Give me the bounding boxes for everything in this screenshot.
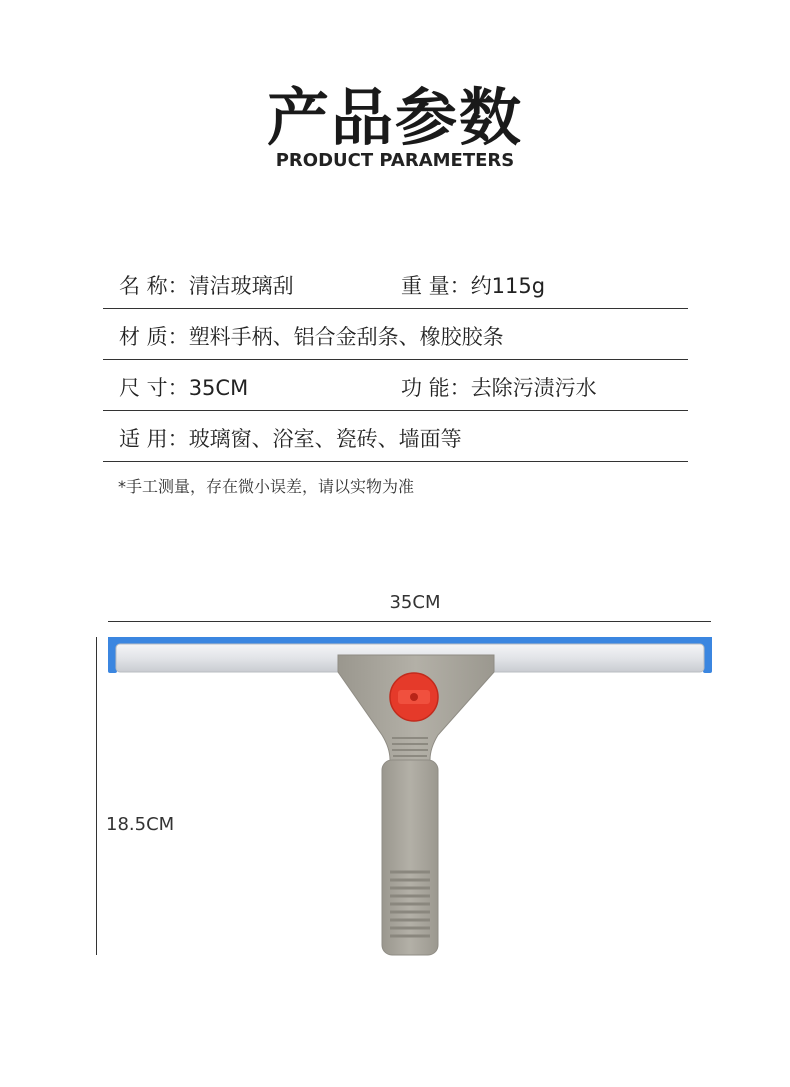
height-dimension-label: 18.5CM bbox=[106, 814, 175, 835]
measurement-note: *手工测量，存在微小误差，请以实物为准 bbox=[118, 477, 415, 496]
handle-shaft bbox=[382, 760, 438, 955]
page-title: 产品参数 bbox=[266, 81, 523, 154]
page-subtitle: PRODUCT PARAMETERS bbox=[275, 150, 515, 171]
param-value: 玻璃窗、浴室、瓷砖、墙面等 bbox=[188, 427, 462, 451]
param-label: 尺 寸： bbox=[119, 376, 189, 400]
param-value: 塑料手柄、铝合金刮条、橡胶胶条 bbox=[188, 325, 504, 349]
param-label: 适 用： bbox=[119, 427, 189, 451]
red-knob bbox=[390, 673, 438, 721]
param-label: 材 质： bbox=[119, 325, 189, 349]
param-value: 35CM bbox=[188, 376, 249, 400]
width-dimension-label: 35CM bbox=[389, 592, 441, 613]
param-label: 重 量： bbox=[401, 274, 471, 298]
param-value: 约115g bbox=[470, 274, 546, 298]
param-label: 名 称： bbox=[119, 274, 189, 298]
param-label: 功 能： bbox=[401, 376, 471, 400]
param-value: 清洁玻璃刮 bbox=[188, 274, 294, 298]
param-value: 去除污渍污水 bbox=[470, 376, 597, 400]
